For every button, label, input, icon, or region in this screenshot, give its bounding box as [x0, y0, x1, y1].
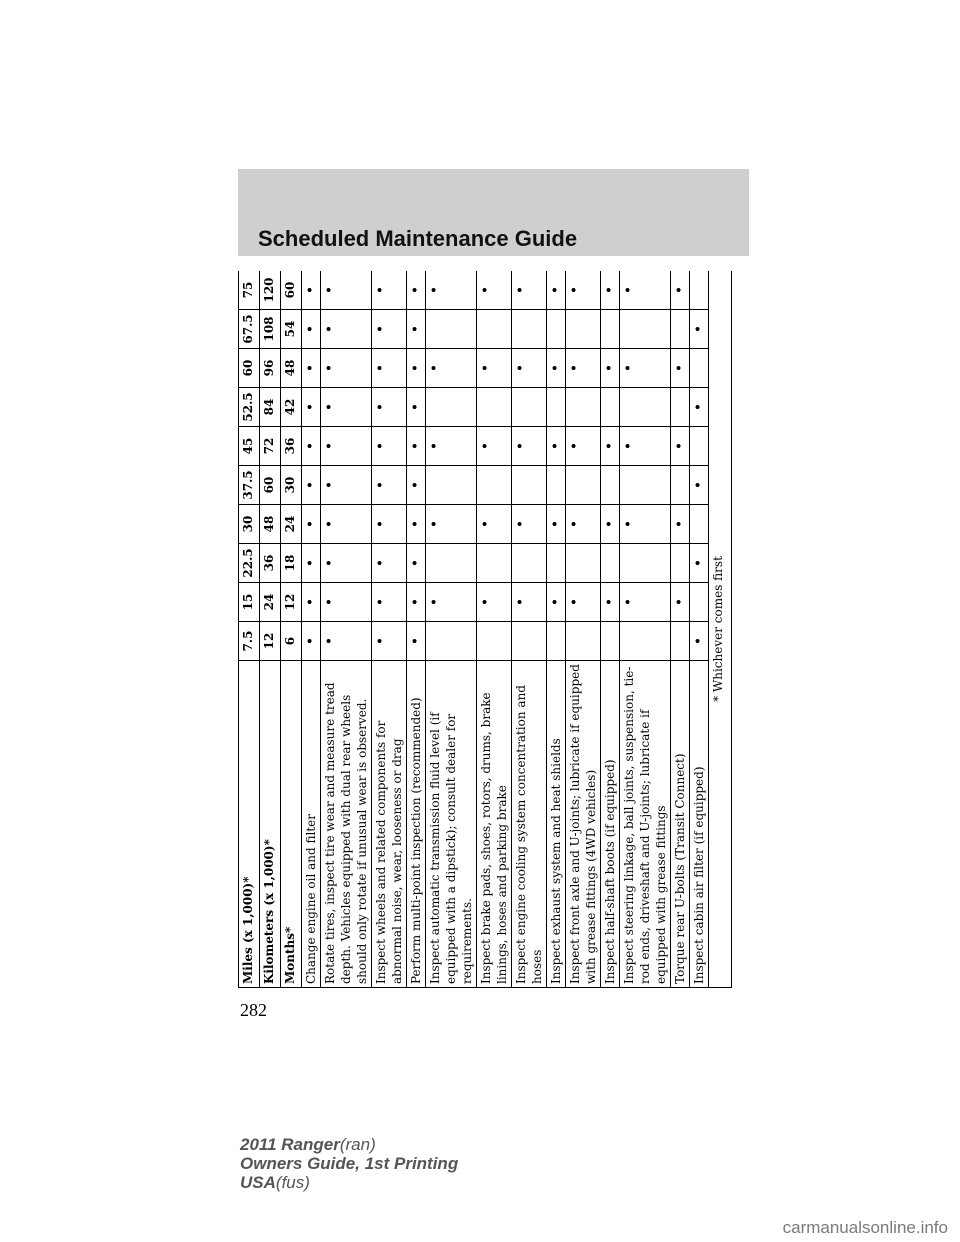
interval-value: 15: [239, 583, 260, 622]
maintenance-table-frame: [238, 271, 749, 988]
service-dot: •: [512, 271, 547, 310]
interval-value: 54: [281, 310, 302, 349]
empty-cell: [426, 388, 477, 427]
table-row: [477, 271, 512, 988]
service-dot: •: [620, 505, 671, 544]
service-dot: •: [671, 349, 690, 388]
service-dot: •: [302, 622, 321, 661]
service-dot: •: [321, 388, 372, 427]
service-dot: •: [671, 583, 690, 622]
interval-value: 108: [260, 310, 281, 349]
service-dot: •: [620, 271, 671, 310]
service-dot: •: [407, 583, 426, 622]
empty-cell: [601, 466, 620, 505]
service-dot: •: [477, 505, 512, 544]
service-dot: •: [372, 544, 407, 583]
service-item-label: Inspect front axle and U-joints; lubricate if equipped with grease fittings (4WD vehicles): [566, 661, 601, 988]
service-dot: •: [372, 505, 407, 544]
interval-value: 60: [239, 349, 260, 388]
service-dot: •: [321, 349, 372, 388]
service-dot: •: [302, 349, 321, 388]
service-dot: •: [302, 271, 321, 310]
empty-cell: [690, 583, 709, 622]
table-row: [407, 271, 426, 988]
service-dot: •: [690, 466, 709, 505]
service-dot: •: [690, 388, 709, 427]
interval-value: 7.5: [239, 622, 260, 661]
maintenance-table-rotated: [238, 271, 749, 988]
empty-cell: [547, 388, 566, 427]
empty-cell: [601, 544, 620, 583]
empty-cell: [566, 310, 601, 349]
service-dot: •: [321, 271, 372, 310]
empty-cell: [566, 388, 601, 427]
table-row: [620, 271, 671, 988]
service-dot: •: [620, 427, 671, 466]
empty-cell: [477, 544, 512, 583]
empty-cell: [547, 310, 566, 349]
service-dot: •: [601, 349, 620, 388]
header-row: [260, 271, 281, 988]
empty-cell: [620, 622, 671, 661]
interval-value: 36: [260, 544, 281, 583]
page-number: 282: [240, 1000, 267, 1020]
interval-value: 60: [281, 271, 302, 310]
service-dot: •: [477, 271, 512, 310]
service-dot: •: [671, 505, 690, 544]
service-dot: •: [302, 583, 321, 622]
empty-cell: [477, 622, 512, 661]
service-dot: •: [671, 427, 690, 466]
interval-value: 22.5: [239, 544, 260, 583]
interval-value: 37.5: [239, 466, 260, 505]
interval-value: 96: [260, 349, 281, 388]
empty-cell: [426, 622, 477, 661]
table-row: [372, 271, 407, 988]
service-dot: •: [407, 271, 426, 310]
empty-cell: [426, 310, 477, 349]
empty-cell: [426, 544, 477, 583]
empty-cell: [512, 622, 547, 661]
empty-cell: [426, 466, 477, 505]
service-dot: •: [302, 544, 321, 583]
interval-value: 24: [281, 505, 302, 544]
interval-value: 120: [260, 271, 281, 310]
footer-model: 2011 Ranger: [240, 1135, 340, 1154]
empty-cell: [690, 505, 709, 544]
service-dot: •: [372, 388, 407, 427]
service-dot: •: [302, 505, 321, 544]
service-item-label: Inspect half-shaft boots (if equipped): [601, 661, 620, 988]
service-dot: •: [426, 427, 477, 466]
empty-cell: [566, 466, 601, 505]
service-dot: •: [407, 505, 426, 544]
service-dot: •: [547, 271, 566, 310]
header-band: [238, 169, 749, 256]
service-dot: •: [547, 427, 566, 466]
empty-cell: [477, 466, 512, 505]
table-row: [601, 271, 620, 988]
service-dot: •: [372, 466, 407, 505]
empty-cell: [671, 622, 690, 661]
interval-value: 30: [239, 505, 260, 544]
service-dot: •: [566, 583, 601, 622]
service-dot: •: [321, 583, 372, 622]
empty-cell: [671, 466, 690, 505]
header-row: [239, 271, 260, 988]
interval-value: 12: [260, 622, 281, 661]
service-dot: •: [302, 427, 321, 466]
service-dot: •: [407, 388, 426, 427]
service-dot: •: [601, 505, 620, 544]
service-dot: •: [372, 349, 407, 388]
empty-cell: [671, 544, 690, 583]
service-item-label: Inspect exhaust system and heat shields: [547, 661, 566, 988]
empty-cell: [620, 544, 671, 583]
service-dot: •: [601, 271, 620, 310]
table-row: [426, 271, 477, 988]
empty-cell: [512, 388, 547, 427]
interval-value: 75: [239, 271, 260, 310]
service-dot: •: [302, 310, 321, 349]
footer-line-1: [240, 1135, 458, 1154]
empty-cell: [477, 310, 512, 349]
service-dot: •: [566, 271, 601, 310]
empty-cell: [547, 466, 566, 505]
footer-model-code: (ran): [339, 1135, 376, 1154]
service-dot: •: [407, 310, 426, 349]
table-row: [512, 271, 547, 988]
service-dot: •: [512, 583, 547, 622]
service-dot: •: [620, 583, 671, 622]
footer: [240, 1135, 458, 1192]
table-row: [690, 271, 709, 988]
service-dot: •: [372, 310, 407, 349]
service-dot: •: [302, 388, 321, 427]
empty-cell: [547, 622, 566, 661]
interval-value: 45: [239, 427, 260, 466]
service-dot: •: [547, 505, 566, 544]
service-dot: •: [620, 349, 671, 388]
interval-value: 84: [260, 388, 281, 427]
service-item-label: Inspect cabin air filter (if equipped): [690, 661, 709, 988]
service-dot: •: [407, 466, 426, 505]
service-dot: •: [512, 349, 547, 388]
interval-value: 24: [260, 583, 281, 622]
interval-value: 30: [281, 466, 302, 505]
service-item-label: Rotate tires, inspect tire wear and measure tread depth. Vehicles equipped with dual rear wheels should only rotate if unusual wear is observed.: [321, 661, 372, 988]
empty-cell: [601, 310, 620, 349]
service-dot: •: [321, 505, 372, 544]
table-row: [671, 271, 690, 988]
empty-cell: [601, 388, 620, 427]
empty-cell: [620, 466, 671, 505]
header-label: Miles (x 1,000)*: [239, 661, 260, 988]
service-dot: •: [671, 271, 690, 310]
service-dot: •: [566, 505, 601, 544]
table-row: [547, 271, 566, 988]
footer-market: USA: [240, 1173, 276, 1192]
service-item-label: Inspect brake pads, shoes, rotors, drums, brake linings, hoses and parking brake: [477, 661, 512, 988]
service-item-label: Torque rear U-bolts (Transit Connect): [671, 661, 690, 988]
service-item-label: Perform multi-point inspection (recommended): [407, 661, 426, 988]
service-item-label: Inspect wheels and related components for abnormal noise, wear, looseness or drag: [372, 661, 407, 988]
service-dot: •: [372, 427, 407, 466]
header-row: [281, 271, 302, 988]
service-dot: •: [426, 583, 477, 622]
service-dot: •: [372, 271, 407, 310]
watermark: carmanualsonline.info: [782, 1218, 948, 1237]
service-dot: •: [426, 271, 477, 310]
service-dot: •: [321, 310, 372, 349]
footer-line-3: [240, 1173, 458, 1192]
service-dot: •: [426, 505, 477, 544]
service-dot: •: [407, 349, 426, 388]
interval-value: 72: [260, 427, 281, 466]
service-dot: •: [566, 427, 601, 466]
footer-market-code: (fus): [275, 1173, 310, 1192]
service-dot: •: [547, 583, 566, 622]
service-dot: •: [601, 583, 620, 622]
interval-value: 18: [281, 544, 302, 583]
service-dot: •: [372, 622, 407, 661]
service-dot: •: [321, 622, 372, 661]
footnote: * Whichever comes first: [709, 271, 732, 988]
empty-cell: [477, 388, 512, 427]
service-dot: •: [566, 349, 601, 388]
interval-value: 12: [281, 583, 302, 622]
empty-cell: [690, 349, 709, 388]
service-dot: •: [477, 427, 512, 466]
service-dot: •: [407, 544, 426, 583]
service-dot: •: [690, 310, 709, 349]
service-dot: •: [547, 349, 566, 388]
service-dot: •: [601, 427, 620, 466]
table-row: [566, 271, 601, 988]
empty-cell: [512, 544, 547, 583]
empty-cell: [690, 427, 709, 466]
service-dot: •: [477, 583, 512, 622]
empty-cell: [671, 310, 690, 349]
interval-value: 48: [281, 349, 302, 388]
empty-cell: [690, 271, 709, 310]
service-dot: •: [372, 583, 407, 622]
service-dot: •: [690, 622, 709, 661]
service-dot: •: [321, 544, 372, 583]
service-dot: •: [321, 427, 372, 466]
interval-value: 36: [281, 427, 302, 466]
interval-value: 60: [260, 466, 281, 505]
footnote-row: [709, 271, 732, 988]
empty-cell: [620, 388, 671, 427]
empty-cell: [566, 544, 601, 583]
empty-cell: [512, 310, 547, 349]
service-dot: •: [512, 427, 547, 466]
interval-value: 6: [281, 622, 302, 661]
service-dot: •: [512, 505, 547, 544]
page-title: Scheduled Maintenance Guide: [258, 226, 578, 251]
empty-cell: [671, 388, 690, 427]
service-dot: •: [477, 349, 512, 388]
empty-cell: [566, 622, 601, 661]
service-item-label: Change engine oil and filter: [302, 661, 321, 988]
table-row: [321, 271, 372, 988]
interval-value: 52.5: [239, 388, 260, 427]
interval-value: 67.5: [239, 310, 260, 349]
empty-cell: [512, 466, 547, 505]
empty-cell: [601, 622, 620, 661]
interval-value: 42: [281, 388, 302, 427]
service-dot: •: [407, 622, 426, 661]
service-dot: •: [321, 466, 372, 505]
empty-cell: [547, 544, 566, 583]
footer-printing: Owners Guide, 1st Printing: [240, 1154, 459, 1173]
service-dot: •: [426, 349, 477, 388]
service-dot: •: [690, 544, 709, 583]
service-item-label: Inspect automatic transmission fluid level (if equipped with a dipstick); consult dealer for requirements.: [426, 661, 477, 988]
maintenance-table: [238, 271, 732, 988]
empty-cell: [620, 310, 671, 349]
service-dot: •: [407, 427, 426, 466]
interval-value: 48: [260, 505, 281, 544]
table-row: [302, 271, 321, 988]
header-label: Kilometers (x 1,000)*: [260, 661, 281, 988]
header-label: Months*: [281, 661, 302, 988]
footer-line-2: [240, 1154, 458, 1173]
service-item-label: Inspect steering linkage, ball joints, suspension, tie-rod ends, driveshaft and U-joints; lubricate if equipped with grease fittings: [620, 661, 671, 988]
service-item-label: Inspect engine cooling system concentration and hoses: [512, 661, 547, 988]
service-dot: •: [302, 466, 321, 505]
